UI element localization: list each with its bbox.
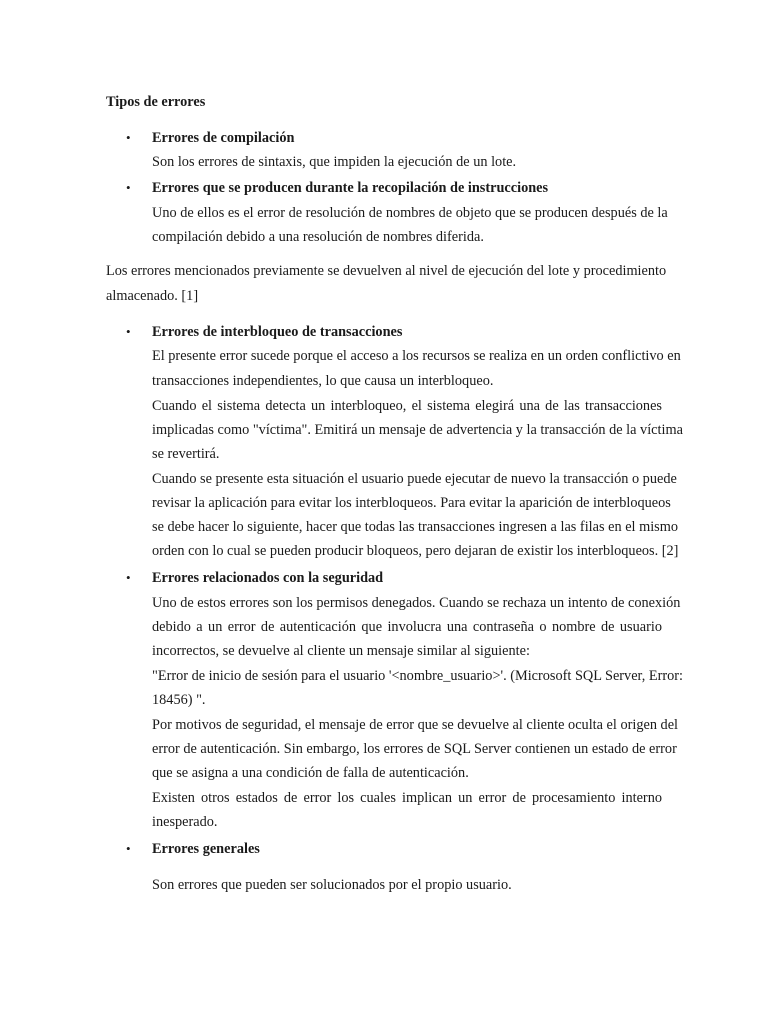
item-title: Errores relacionados con la seguridad bbox=[152, 570, 384, 586]
bullet-icon: • bbox=[126, 841, 131, 856]
item-text-line: revisar la aplicación para evitar los interbloqueos. Para evitar la aparición de interbloqueos bbox=[152, 495, 671, 511]
item-text-line: implicadas como "víctima". Emitirá un mensaje de advertencia y la transacción de la víctima bbox=[152, 422, 683, 438]
item-text-line: transacciones independientes, lo que causa un interbloqueo. bbox=[152, 373, 494, 389]
item-title: Errores de compilación bbox=[152, 130, 295, 146]
item-text-line: error de autenticación. Sin embargo, los errores de SQL Server contienen un estado de error bbox=[152, 741, 677, 757]
item-title: Errores de interbloqueo de transacciones bbox=[152, 324, 403, 340]
item-text-line: Son los errores de sintaxis, que impiden la ejecución de un lote. bbox=[152, 154, 517, 170]
item-text-line: Uno de ellos es el error de resolución de nombres de objeto que se producen después de la bbox=[152, 205, 668, 221]
item-text-line: "Error de inicio de sesión para el usuario '<nombre_usuario>'. (Microsoft SQL Server, Error: bbox=[152, 668, 684, 684]
item-text-line: Por motivos de seguridad, el mensaje de error que se devuelve al cliente oculta el origen del bbox=[152, 717, 679, 733]
item-text-line: El presente error sucede porque el acceso a los recursos se realiza en un orden conflictivo en bbox=[152, 348, 681, 364]
item-text-line: Cuando el sistema detecta un interbloqueo, el sistema elegirá una de las transacciones bbox=[152, 398, 662, 414]
bullet-icon: • bbox=[126, 130, 131, 145]
item-text-line: Existen otros estados de error los cuales implican un error de procesamiento interno bbox=[152, 790, 662, 806]
item-text-line: Son errores que pueden ser solucionados por el propio usuario. bbox=[152, 877, 512, 893]
paragraph-line: Los errores mencionados previamente se devuelven al nivel de ejecución del lote y procedimiento bbox=[106, 263, 667, 279]
bullet-icon: • bbox=[126, 570, 131, 585]
item-text-line: que se asigna a una condición de falla de autenticación. bbox=[152, 765, 469, 781]
item-text-line: orden con lo cual se pueden producir bloqueos, pero dejaran de existir los interbloqueos. [2] bbox=[152, 543, 679, 559]
item-text-line: Cuando se presente esta situación el usuario puede ejecutar de nuevo la transacción o puede bbox=[152, 471, 677, 487]
item-text-line: compilación debido a una resolución de nombres diferida. bbox=[152, 229, 484, 245]
item-text-line: debido a un error de autenticación que involucra una contraseña o nombre de usuario bbox=[152, 619, 662, 635]
item-text-line: Uno de estos errores son los permisos denegados. Cuando se rechaza un intento de conexión bbox=[152, 595, 681, 611]
bullet-icon: • bbox=[126, 324, 131, 339]
section-heading: Tipos de errores bbox=[106, 94, 206, 110]
item-title: Errores generales bbox=[152, 841, 260, 857]
item-text-line: 18456) ". bbox=[152, 692, 206, 708]
bullet-icon: • bbox=[126, 180, 131, 195]
item-text-line: inesperado. bbox=[152, 814, 218, 830]
item-text-line: se revertirá. bbox=[152, 446, 220, 462]
paragraph-line: almacenado. [1] bbox=[106, 288, 199, 304]
item-text-line: incorrectos, se devuelve al cliente un mensaje similar al siguiente: bbox=[152, 643, 530, 659]
item-text-line: se debe hacer lo siguiente, hacer que todas las transacciones ingresen a las filas en el mismo bbox=[152, 519, 679, 535]
item-title: Errores que se producen durante la recopilación de instrucciones bbox=[152, 180, 549, 196]
